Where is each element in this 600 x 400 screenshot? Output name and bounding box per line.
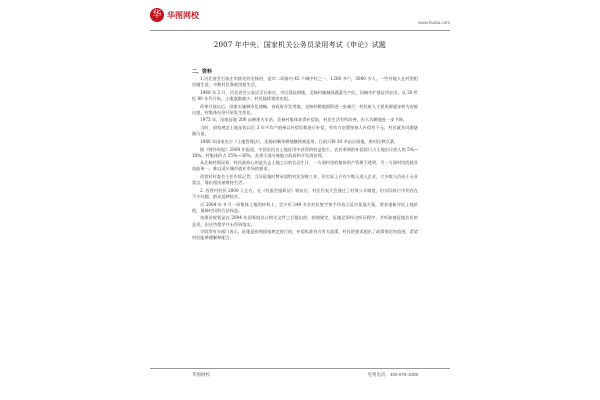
logo-icon: 华 <box>150 8 164 22</box>
section-heading: 二、资料 <box>192 69 213 75</box>
paragraph: 1968 年 2 月，河北省会公安近至石家庄，市区强征耕地，北杨村属城郊蔬菜生产队，因城市扩建征用农田，从 20 世纪 80 年代开始，土地逐渐减少，村民陆续建房出租。 <box>192 89 418 101</box>
paragraph: 学院等有关部门表示，征地是按照国家规定进行的，补偿标准符合有关政策，村民的要求超出了政策规定的范围，希望村民能够理解和配合。 <box>192 229 418 241</box>
paragraph: 1986 年国家出台《土地管理法》，北杨村剩余耕地继续被征用，目前只剩 30 多亩自留地，供村民种点菜。 <box>200 138 398 144</box>
paragraph: 该建设规划是在 2004 年国务院出台相关文件之后提出的，按照规定，征地必须经过听证程序，并听取被征地农民的意见，但这些程序并未得到落实。 <box>192 215 418 227</box>
paragraph: 当时，国家规定土地征收以后 3 年平均产值乘以补偿倍数进行补偿，劳动力安置按每人补偿若干元，村民就业问题逐渐凸显。 <box>192 125 418 137</box>
document-body <box>192 76 418 362</box>
logo-text: 华图网校 <box>167 10 199 20</box>
page-header <box>150 6 450 30</box>
footer-brand: 华图网校 <box>192 372 210 377</box>
header-divider <box>150 30 450 31</box>
paragraph: 1975 年，国家征地 200 亩修建火车站，北杨村集体获得补偿款，村民生活有所改善，但人均耕地进一步下降。 <box>200 117 407 123</box>
document-title: 2007 年中央、国家机关公务员录用考试《申论》试题 <box>213 41 387 49</box>
paragraph: 据《财经时报》2004 年报道，中国农民自土地征用中获得的收益很少，农民拿到的补偿款只占土地出让收入的 5%—10%，村集体约占 25%—30%，其余大部分被地方政府和开发商获得。 <box>192 146 418 158</box>
footer-divider <box>150 368 450 369</box>
paragraph: 2. 西营村村民 2000 人左右，在《村委会组织法》颁布后，村民代表大会通过了村务公开制度，但实际执行中仍存在不少问题，群众反映较多。 <box>192 187 418 199</box>
paragraph: 从北杨村情况看，村民最担心的是失去土地之后的长远生计，一方面村里的集体资产管理不透明，另一方面村民的就业技能单一，难以适应城市就业市场的要求。 <box>192 160 418 172</box>
paragraph: 西营村村委会主任告诉记者，当年征地时曾承诺给村民安排工作，但实际上只有少数人进入企业，大多数人仍处于无业状态，靠出租房屋维持生活。 <box>192 174 418 186</box>
paragraph: 改革开放以后，国家实施城市化战略，省政府开发用地，北杨村耕地面积进一步减少，村民收入主要来源逐步转为房屋出租，村集体经济开始发生变化。 <box>192 103 418 115</box>
paragraph: 自 2004 年 4 月一份集体土地的材料上，至少有 348 多名村民签字按手印表示反对征地方案，要求重新评估土地价值，保障村民的合法权益。 <box>192 201 418 213</box>
site-url-link[interactable]: www.huatu.com <box>418 20 450 25</box>
paragraph: 1.河北省会石家庄市辖北的北杨村，是市二环路内 45 个城中村之一，1200 多户，3000 多人，一些外地人在村里租房做生意，多数村民靠收房租生活。 <box>192 76 418 88</box>
footer-phone: 免费电话：400-678-1009 <box>367 372 418 377</box>
brand-logo[interactable] <box>150 8 199 22</box>
